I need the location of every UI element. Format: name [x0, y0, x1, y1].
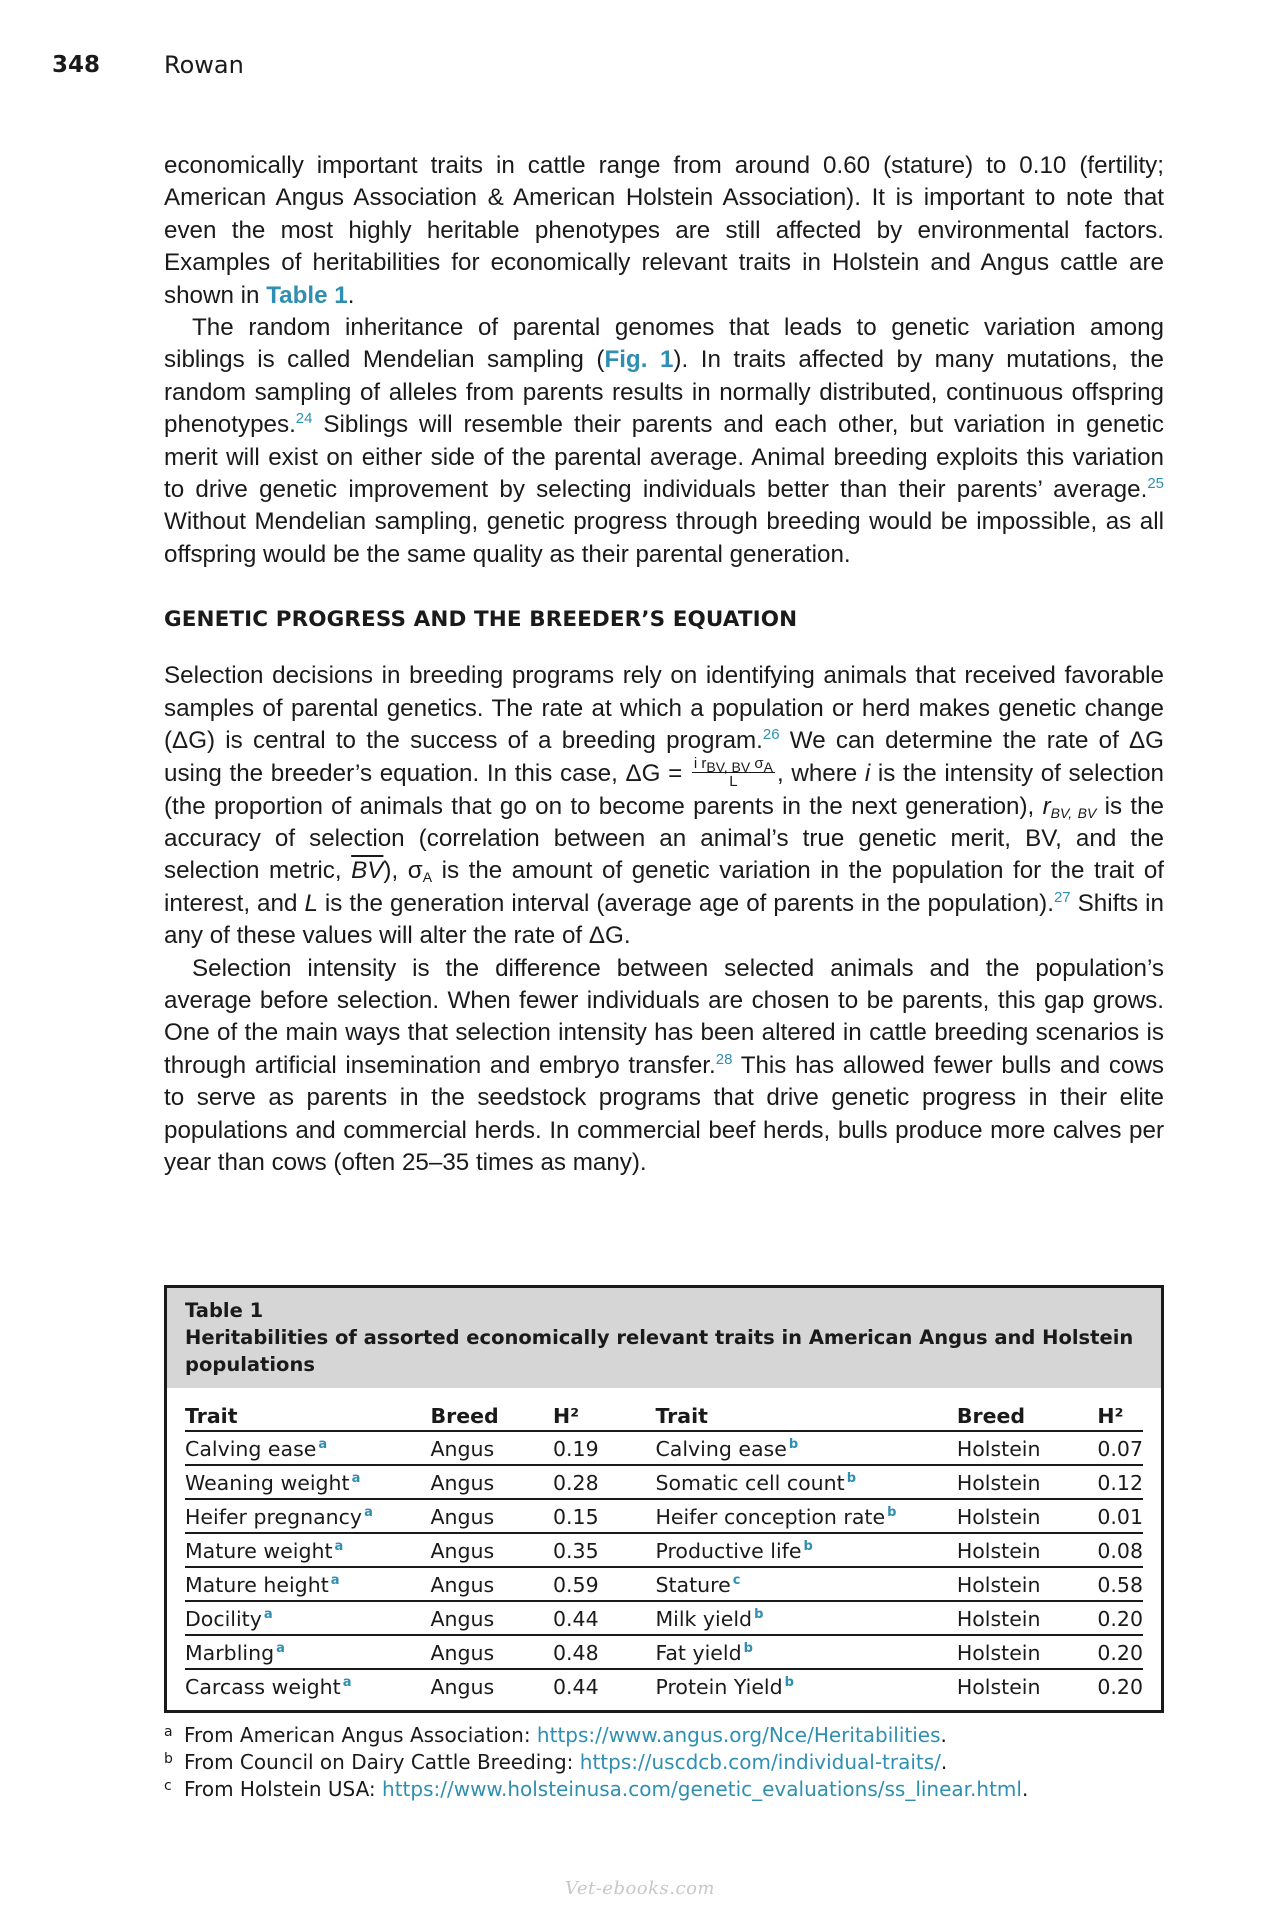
trait-name: Heifer conception rate — [655, 1505, 886, 1529]
breed-name: Holstein — [956, 1573, 1041, 1597]
holstein-trait-cell — [655, 1499, 956, 1533]
p3-c: , where — [777, 759, 865, 787]
breed-name: Holstein — [956, 1437, 1041, 1461]
heritability-value: 0.28 — [552, 1471, 599, 1495]
trait-name: Protein Yield — [655, 1675, 783, 1699]
heritability-value: 0.01 — [1097, 1505, 1143, 1529]
breed-name: Angus — [430, 1675, 495, 1699]
fraction-denominator: L — [729, 772, 738, 790]
holstein-h2-cell — [1097, 1635, 1143, 1669]
table-row — [185, 1669, 1143, 1702]
num-sigma-sub: A — [763, 758, 773, 775]
angus-h2-cell — [553, 1635, 655, 1669]
trait-name: Somatic cell count — [655, 1471, 845, 1495]
p3-L: L — [304, 889, 318, 917]
angus-h2-cell — [553, 1669, 655, 1702]
table-row — [185, 1601, 1143, 1635]
paragraph-2 — [164, 312, 1164, 571]
section-heading: GENETIC PROGRESS AND THE BREEDER’S EQUATION — [164, 607, 798, 633]
trait-name: Mature weight — [185, 1539, 333, 1563]
angus-trait-cell — [185, 1499, 430, 1533]
trait-name: Weaning weight — [185, 1471, 350, 1495]
footnote-b — [164, 1749, 1174, 1776]
table-row — [185, 1533, 1143, 1567]
footnote-mark: b — [164, 1751, 173, 1767]
angus-trait-cell — [185, 1431, 430, 1465]
watermark-logo: Vet-ebooks.com — [564, 1878, 715, 1899]
fig-1-link[interactable]: Fig. 1 — [604, 346, 674, 374]
p2-c: Siblings will resemble their parents and each other, but variation in genetic merit will exist on either side of the parental average. Animal breeding exploits this variation to drive genetic improvement by selecting individuals better than their parents’ average. — [164, 411, 1164, 504]
table-body — [167, 1388, 1161, 1710]
paragraph-3 — [164, 660, 1164, 952]
angus-trait-cell — [185, 1567, 430, 1601]
running-head: Rowan — [164, 51, 244, 79]
angus-h2-cell — [553, 1499, 655, 1533]
breed-name: Holstein — [956, 1607, 1041, 1631]
trait-name: Stature — [655, 1573, 731, 1597]
page-number: 348 — [52, 52, 101, 78]
footnote-ref: a — [351, 1471, 361, 1486]
holstein-h2-cell — [1097, 1431, 1143, 1465]
footnote-ref: b — [788, 1437, 799, 1452]
heritability-value: 0.08 — [1097, 1539, 1143, 1563]
angus-h2-cell — [553, 1567, 655, 1601]
holstein-trait-cell — [655, 1431, 956, 1465]
angus-breed-cell — [430, 1431, 553, 1465]
p2-b: ). In traits affected by many mutations, the random sampling of alleles from parents results in normally distributed, continuous offspring phenotypes. — [164, 346, 1165, 439]
article-body — [164, 150, 1164, 1179]
footnote-end: . — [940, 1723, 947, 1747]
heritability-value: 0.19 — [552, 1437, 599, 1461]
page-header — [52, 52, 1175, 86]
angus-trait-cell — [185, 1465, 430, 1499]
footnote-url[interactable]: https://www.holsteinusa.com/genetic_evaluations/ss_linear.html — [382, 1777, 1022, 1801]
breed-name: Angus — [430, 1641, 495, 1665]
p3-e: is the accuracy of selection (correlation between an animal’s true genetic merit, BV, and the selection metric, — [164, 792, 1164, 885]
p4-b: This has allowed fewer bulls and cows to serve as parents in the seedstock programs that drive genetic progress in their elite populations and commercial herds. In commercial beef herds, bulls produce more calves per year than cows (often 25–35 times as many). — [164, 1051, 1165, 1177]
p3-i: i — [864, 759, 871, 787]
trait-name: Milk yield — [655, 1607, 753, 1631]
footnote-ref: b — [887, 1505, 897, 1520]
heritability-value: 0.59 — [552, 1573, 599, 1597]
table-1 — [164, 1285, 1164, 1713]
footnote-ref: b — [803, 1539, 813, 1554]
footnote-url[interactable]: https://uscdcb.com/individual-traits/ — [579, 1750, 941, 1774]
heritability-table — [185, 1396, 1143, 1702]
table-footnotes — [164, 1722, 1174, 1803]
heritability-value: 0.48 — [552, 1641, 599, 1665]
angus-breed-cell — [430, 1533, 553, 1567]
table-1-link[interactable]: Table 1 — [266, 281, 348, 309]
footnote-ref: b — [846, 1471, 857, 1486]
breed-name: Holstein — [956, 1505, 1041, 1529]
heritability-value: 0.15 — [552, 1505, 599, 1529]
p2-a: The random inheritance of parental genomes that leads to genetic variation among siblings is called Mendelian sampling ( — [164, 314, 1164, 374]
holstein-h2-cell — [1097, 1465, 1143, 1499]
heritability-value: 0.58 — [1097, 1573, 1143, 1597]
footnote-ref: b — [784, 1675, 794, 1690]
holstein-breed-cell — [957, 1601, 1098, 1635]
heritability-value: 0.20 — [1097, 1607, 1143, 1631]
holstein-h2-cell — [1097, 1499, 1143, 1533]
heritability-value: 0.20 — [1097, 1641, 1143, 1665]
holstein-h2-cell — [1097, 1669, 1143, 1702]
holstein-breed-cell — [957, 1567, 1098, 1601]
fraction-numerator — [692, 756, 775, 773]
p3-bv-hat: $\overline{BV}$ — [351, 857, 384, 885]
breeders-equation-fraction — [692, 756, 775, 789]
footnote-text: From American Angus Association: — [184, 1723, 537, 1747]
footnote-mark: a — [164, 1724, 173, 1740]
trait-name: Calving ease — [655, 1437, 787, 1461]
col-header-trait-1: Trait — [185, 1396, 430, 1431]
footnote-ref: c — [732, 1573, 741, 1588]
table-label: Table 1 — [185, 1299, 264, 1322]
footnote-ref: b — [754, 1607, 764, 1622]
breed-name: Angus — [430, 1437, 495, 1461]
footnote-ref: a — [330, 1573, 340, 1588]
holstein-trait-cell — [655, 1669, 956, 1702]
holstein-h2-cell — [1097, 1601, 1143, 1635]
angus-breed-cell — [430, 1635, 553, 1669]
heritability-value: 0.44 — [552, 1675, 599, 1699]
footnote-end: . — [1021, 1777, 1029, 1801]
ref-26-link[interactable]: 26 — [762, 726, 780, 744]
holstein-breed-cell — [957, 1669, 1098, 1702]
ref-28-link[interactable]: 28 — [715, 1050, 733, 1068]
heritability-value: 0.12 — [1097, 1471, 1143, 1495]
table-row — [185, 1635, 1143, 1669]
angus-trait-cell — [185, 1533, 430, 1567]
p1-text: economically important traits in cattle range from around 0.60 (stature) to 0.10 (fertility; American Angus Association & American Holstein Association). It is important to note that even the most highly heritable phenotypes are still affected by environmental factors. Examples of heritabilities for economically relevant traits in Holstein and Angus cattle are shown in — [164, 152, 1164, 309]
p3-f: ), σ — [383, 857, 423, 885]
holstein-breed-cell — [957, 1465, 1098, 1499]
holstein-trait-cell — [655, 1601, 956, 1635]
angus-trait-cell — [185, 1635, 430, 1669]
ref-27-link[interactable]: 27 — [1053, 888, 1071, 906]
breed-name: Angus — [430, 1505, 495, 1529]
table-row — [185, 1465, 1143, 1499]
angus-breed-cell — [430, 1601, 553, 1635]
footnote-c — [164, 1776, 1174, 1803]
heritability-value: 0.44 — [552, 1607, 599, 1631]
ref-25-link[interactable]: 25 — [1147, 475, 1164, 493]
footnote-ref: a — [342, 1675, 352, 1690]
holstein-breed-cell — [957, 1431, 1098, 1465]
p3-h: is the generation interval (average age of parents in the population). — [317, 889, 1054, 917]
table-caption — [167, 1288, 1161, 1388]
angus-h2-cell — [553, 1533, 655, 1567]
heritability-value: 0.07 — [1097, 1437, 1143, 1461]
col-header-h2-2: H² — [1097, 1396, 1143, 1431]
col-header-breed-1: Breed — [430, 1396, 553, 1431]
breed-name: Holstein — [956, 1539, 1041, 1563]
breed-name: Angus — [430, 1539, 495, 1563]
footnote-mark: c — [164, 1778, 172, 1794]
footnote-ref: a — [263, 1607, 273, 1622]
footnote-end: . — [940, 1750, 948, 1774]
footnote-a — [164, 1722, 1174, 1749]
table-header-row — [185, 1396, 1143, 1431]
p3-sigma-sub: A — [422, 869, 433, 886]
angus-breed-cell — [430, 1567, 553, 1601]
ref-24-link[interactable]: 24 — [295, 410, 313, 428]
footnote-ref: a — [318, 1437, 328, 1452]
footnote-ref: a — [364, 1505, 373, 1520]
p3-r: r — [1042, 792, 1051, 820]
holstein-trait-cell — [655, 1635, 956, 1669]
holstein-h2-cell — [1097, 1533, 1143, 1567]
num-ir: i r — [693, 754, 707, 772]
p3-g: is the amount of genetic variation in the population for the trait of interest, and — [164, 857, 1164, 917]
breed-name: Holstein — [956, 1641, 1041, 1665]
trait-name: Mature height — [185, 1573, 329, 1597]
p3-j: Shifts in any of these values will alter the rate of ΔG. — [164, 889, 1164, 950]
holstein-breed-cell — [957, 1635, 1098, 1669]
angus-trait-cell — [185, 1669, 430, 1702]
angus-h2-cell — [553, 1465, 655, 1499]
holstein-trait-cell — [655, 1465, 956, 1499]
footnote-ref: a — [334, 1539, 344, 1554]
holstein-h2-cell — [1097, 1567, 1143, 1601]
table-row — [185, 1499, 1143, 1533]
p3-r-sub: BV, BV — [1050, 804, 1097, 821]
trait-name: Productive life — [655, 1539, 802, 1563]
holstein-trait-cell — [655, 1567, 956, 1601]
p2-d: Without Mendelian sampling, genetic progress through breeding would be impossible, as all offspring would be the same quality as their parental generation. — [164, 508, 1164, 568]
num-sigma: σ — [750, 754, 764, 772]
table-row — [185, 1567, 1143, 1601]
angus-h2-cell — [553, 1601, 655, 1635]
holstein-breed-cell — [957, 1533, 1098, 1567]
heritability-value: 0.20 — [1097, 1675, 1143, 1699]
trait-name: Fat yield — [655, 1641, 742, 1665]
angus-breed-cell — [430, 1669, 553, 1702]
breed-name: Angus — [430, 1573, 495, 1597]
p3-d: is the intensity of selection (the proportion of animals that go on to become parents in the next generation), — [164, 759, 1164, 820]
p1-end: . — [347, 281, 355, 309]
footnote-url[interactable]: https://www.angus.org/Nce/Heritabilities — [536, 1723, 941, 1747]
angus-breed-cell — [430, 1465, 553, 1499]
p3-a: Selection decisions in breeding programs rely on identifying animals that received favorable samples of parental genetics. The rate at which a population or herd makes genetic change (ΔG) is central to the success of a breeding program. — [164, 662, 1164, 755]
paragraph-1 — [164, 150, 1164, 312]
trait-name: Calving ease — [185, 1437, 317, 1461]
holstein-trait-cell — [655, 1533, 956, 1567]
trait-name: Carcass weight — [185, 1675, 341, 1699]
col-header-h2-1: H² — [553, 1396, 655, 1431]
breed-name: Holstein — [956, 1675, 1041, 1699]
trait-name: Marbling — [185, 1641, 275, 1665]
paragraph-4 — [164, 953, 1164, 1180]
breed-name: Angus — [430, 1471, 495, 1495]
heritability-value: 0.35 — [552, 1539, 599, 1563]
table-title: Heritabilities of assorted economically relevant traits in American Angus and Holstein populations — [185, 1326, 1134, 1376]
holstein-breed-cell — [957, 1499, 1098, 1533]
trait-name: Docility — [185, 1607, 262, 1631]
angus-breed-cell — [430, 1499, 553, 1533]
footnote-ref: a — [276, 1641, 285, 1656]
p4-a: Selection intensity is the difference between selected animals and the population’s average before selection. When fewer individuals are chosen to be parents, this gap grows. One of the main ways that selection intensity has been altered in cattle breeding scenarios is through artificial insemination and embryo transfer. — [164, 954, 1164, 1079]
p3-b: We can determine the rate of ΔG using the breeder’s equation. In this case, ΔG = — [164, 727, 1164, 787]
col-header-breed-2: Breed — [957, 1396, 1098, 1431]
angus-h2-cell — [553, 1431, 655, 1465]
breed-name: Angus — [430, 1607, 495, 1631]
table-row — [185, 1431, 1143, 1465]
num-r-sub: BV, BV — [706, 758, 751, 775]
footnote-ref: b — [743, 1641, 753, 1656]
col-header-trait-2: Trait — [655, 1396, 956, 1431]
footnote-text: From Council on Dairy Cattle Breeding: — [184, 1750, 580, 1774]
footnote-text: From Holstein USA: — [184, 1777, 383, 1801]
trait-name: Heifer pregnancy — [185, 1505, 363, 1529]
angus-trait-cell — [185, 1601, 430, 1635]
breed-name: Holstein — [956, 1471, 1041, 1495]
